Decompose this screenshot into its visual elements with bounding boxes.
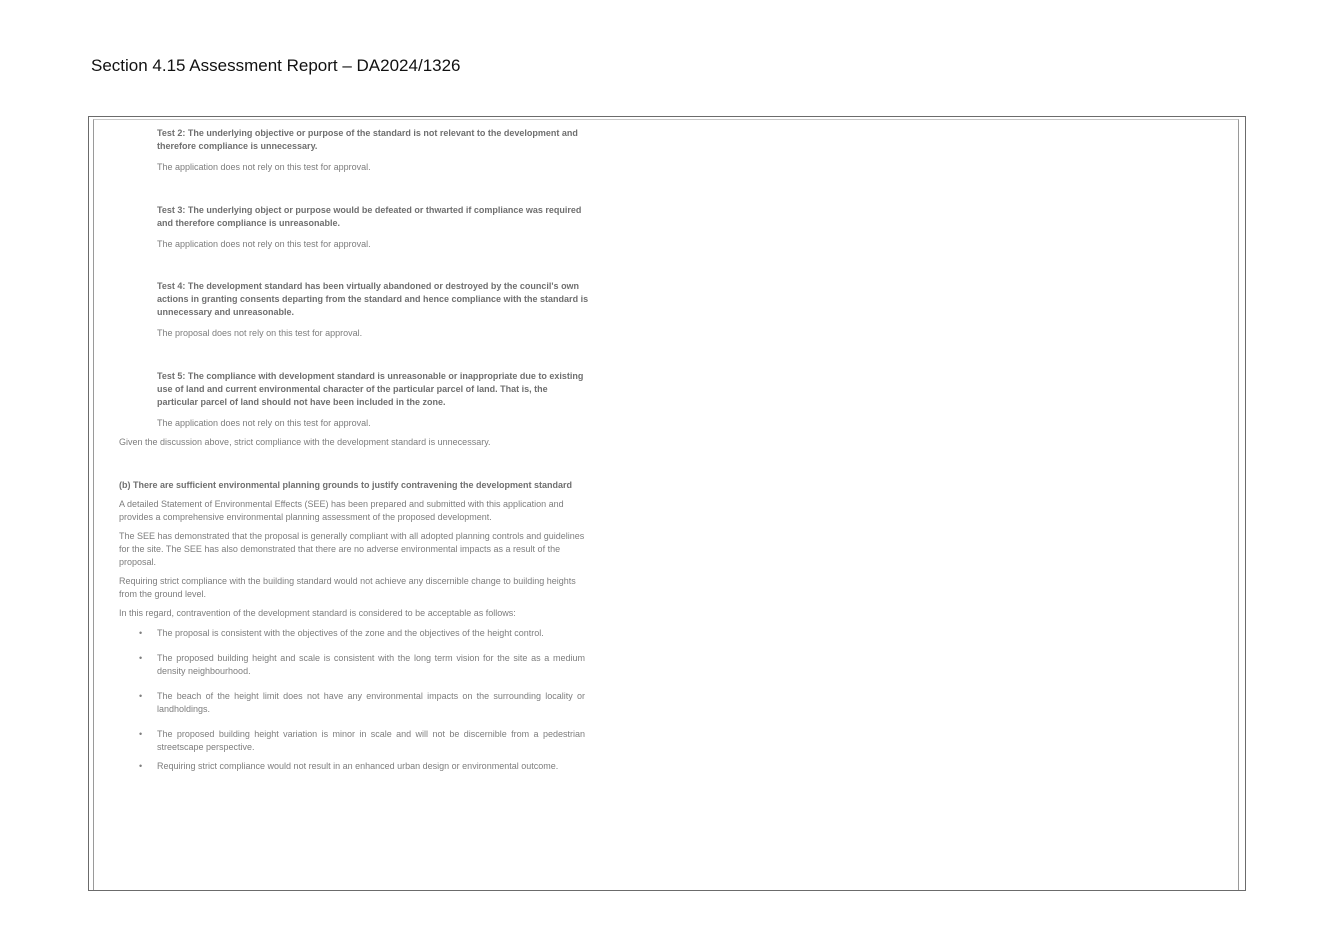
bullet-icon: • <box>139 628 143 638</box>
list-item <box>119 690 585 716</box>
list-item <box>119 652 585 678</box>
test-2-block <box>157 127 589 174</box>
list-item-text: The proposed building height and scale is consistent with the long term vision for the site as a medium density neighbourhood. <box>157 653 585 676</box>
conclusion-text: Given the discussion above, strict compliance with the development standard is unnecessary. <box>119 437 491 447</box>
test-4-block <box>157 280 589 340</box>
list-item-text: The beach of the height limit does not have any environmental impacts on the surrounding locality or landholdings. <box>157 691 585 714</box>
list-item-text: Requiring strict compliance would not result in an enhanced urban design or environmental outcome. <box>157 761 559 771</box>
section-b-paragraph: A detailed Statement of Environmental Effects (SEE) has been prepared and submitted with this application and provides a comprehensive environmental planning assessment of the proposed development. <box>119 499 564 522</box>
section-b-paragraph: The SEE has demonstrated that the proposal is generally compliant with all adopted planning controls and guidelines for the site. The SEE has also demonstrated that there are no adverse environmental impacts as a result of the proposal. <box>119 531 585 567</box>
acceptability-bullet-list <box>119 627 589 773</box>
test-5-block <box>157 370 589 430</box>
embedded-document-content <box>119 127 589 785</box>
section-b-paragraph: Requiring strict compliance with the building standard would not achieve any discernible change to building heights from the ground level. <box>119 576 576 599</box>
test-3-block <box>157 204 589 251</box>
test-5-heading: Test 5: The compliance with development standard is unreasonable or inappropriate due to existing use of land and current environmental character of the particular parcel of land. That is, the particular parcel of land should not have been included in the zone. <box>157 371 584 407</box>
list-item-text: The proposal is consistent with the objectives of the zone and the objectives of the height control. <box>157 628 544 638</box>
bullet-icon: • <box>139 729 143 739</box>
bullet-icon: • <box>139 761 143 771</box>
bullet-icon: • <box>139 653 143 663</box>
test-5-text: The application does not rely on this test for approval. <box>157 418 371 428</box>
list-item <box>119 760 585 773</box>
test-4-text: The proposal does not rely on this test for approval. <box>157 328 363 338</box>
list-item-text: The proposed building height variation is minor in scale and will not be discernible from a pedestrian streetscape perspective. <box>157 729 585 752</box>
page-header-title: Section 4.15 Assessment Report – DA2024/1326 <box>91 56 461 75</box>
test-2-heading: Test 2: The underlying objective or purpose of the standard is not relevant to the development and therefore compliance is unnecessary. <box>157 128 578 151</box>
list-item <box>119 728 585 754</box>
test-3-text: The application does not rely on this test for approval. <box>157 239 371 249</box>
test-4-heading: Test 4: The development standard has been virtually abandoned or destroyed by the council's own actions in granting consents departing from the standard and hence compliance with the standard is unnecessary and unreasonable. <box>157 281 589 317</box>
test-2-text: The application does not rely on this test for approval. <box>157 162 371 172</box>
section-b-heading: (b) There are sufficient environmental planning grounds to justify contravening the development standard <box>119 480 573 490</box>
section-b-paragraph: In this regard, contravention of the development standard is considered to be acceptable as follows: <box>119 608 516 618</box>
test-3-heading: Test 3: The underlying object or purpose would be defeated or thwarted if compliance was required and therefore compliance is unreasonable. <box>157 205 582 228</box>
list-item <box>119 627 585 640</box>
bullet-icon: • <box>139 691 143 701</box>
